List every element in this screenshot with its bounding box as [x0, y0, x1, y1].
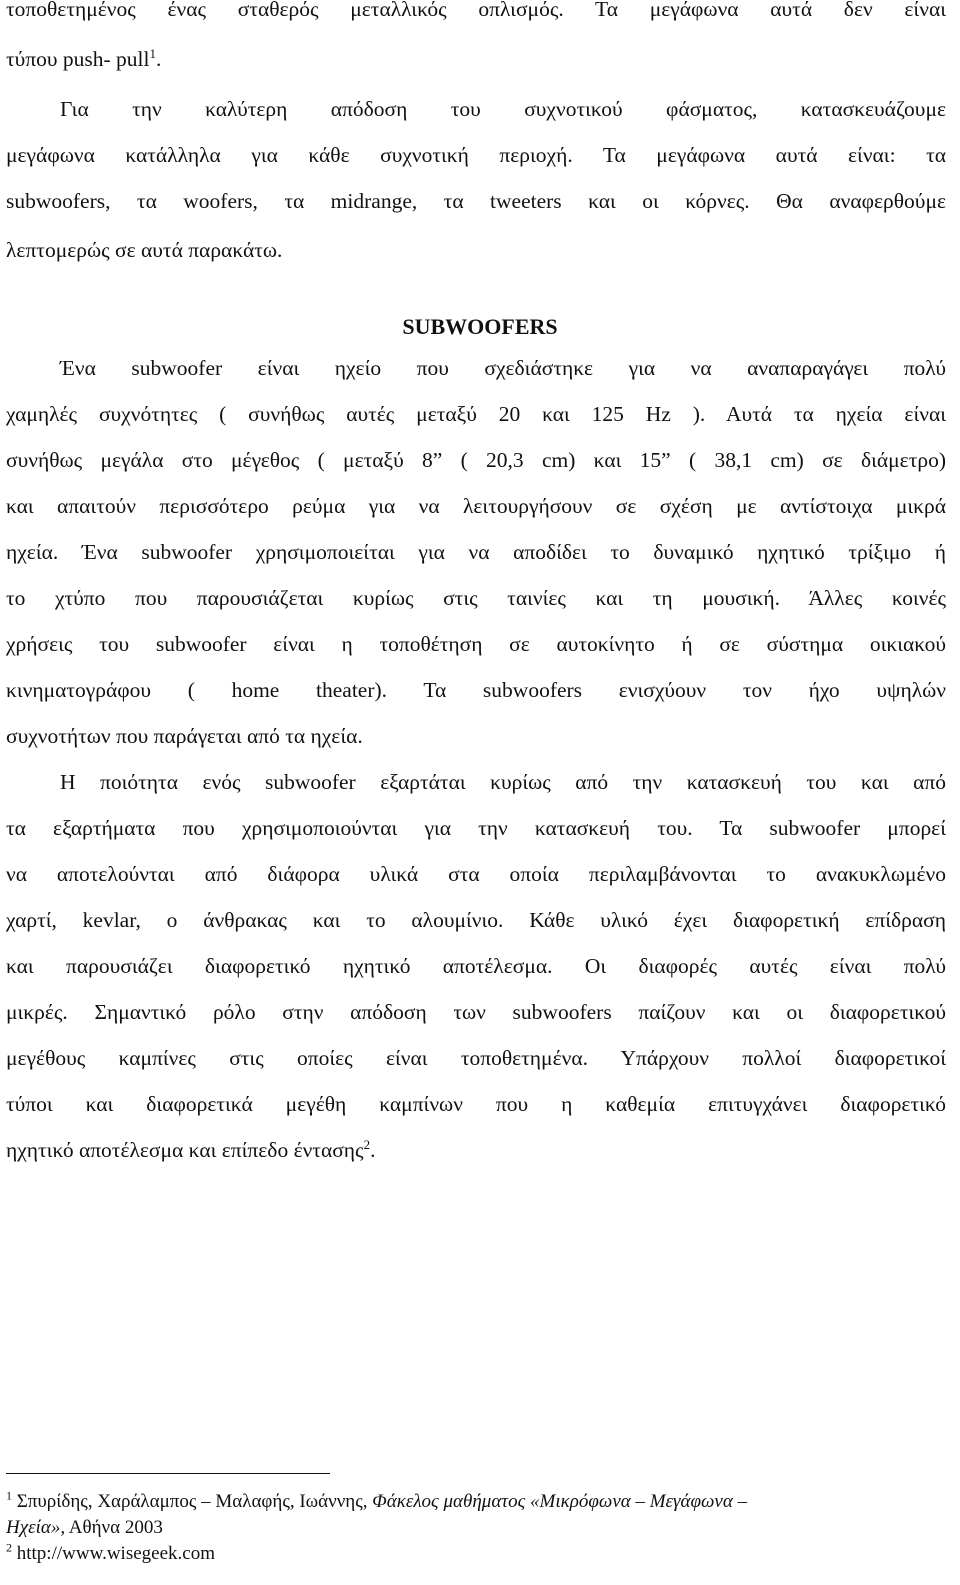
- para2-line-8: τύποι και διαφορετικά μεγέθη καμπίνων που η καθεμία επιτυγχάνει διαφορετικό: [6, 1092, 946, 1116]
- para1-line-6: το χτύπο που παρουσιάζεται κυρίως στις ταινίες και τη μουσική. Άλλες κοινές: [6, 586, 946, 610]
- footnote-2-number: 2: [6, 1540, 12, 1555]
- footnote-1-line-2: [6, 1516, 946, 1540]
- para1-line-5: ηχεία. Ένα subwoofer χρησιμοποιείται για να αποδίδει το δυναμικό ηχητικό τρίξιμο ή: [6, 540, 946, 564]
- intro-line-2-text: τύπου push- pull: [6, 47, 150, 71]
- para2-line-7: μεγέθους καμπίνες στις οποίες είναι τοποθετημένα. Υπάρχουν πολλοί διαφορετικοί: [6, 1046, 946, 1070]
- footnote-ref-2[interactable]: 2: [363, 1136, 371, 1152]
- para1-line-9: συχνοτήτων που παράγεται από τα ηχεία.: [6, 724, 363, 748]
- footnote-2: [6, 1542, 946, 1566]
- section-heading: SUBWOOFERS: [402, 314, 558, 339]
- para2-line-1: Η ποιότητα ενός subwoofer εξαρτάται κυρίως από την κατασκευή του και από: [60, 770, 946, 794]
- intro-line-2-end: .: [156, 47, 162, 71]
- para2-line-6: μικρές. Σημαντικό ρόλο στην απόδοση των subwoofers παίζουν και οι διαφορετικού: [6, 1000, 946, 1024]
- footnote-1-authors: Σπυρίδης, Χαράλαμπος – Μαλαφής, Ιωάννης,: [12, 1491, 373, 1512]
- para2-line-3: να αποτελούνται από διάφορα υλικά στα οποία περιλαμβάνονται το ανακυκλωμένο: [6, 862, 946, 886]
- para1-line-7: χρήσεις του subwoofer είναι η τοποθέτηση σε αυτοκίνητο ή σε σύστημα οικιακού: [6, 632, 946, 656]
- intro-line-1: τοποθετημένος ένας σταθερός μεταλλικός οπλισμός. Τα μεγάφωνα αυτά δεν είναι: [6, 0, 946, 21]
- intro-line-4: μεγάφωνα κατάλληλα για κάθε συχνοτική περιοχή. Τα μεγάφωνα αυτά είναι: τα: [6, 143, 946, 167]
- para1-line-1: Ένα subwoofer είναι ηχείο που σχεδιάστηκε για να αναπαραγάγει πολύ: [60, 356, 946, 380]
- footnote-1-line-1: [6, 1490, 946, 1514]
- para1-line-8: κινηματογράφου ( home theater). Τα subwoofers ενισχύουν τον ήχο υψηλών: [6, 678, 946, 702]
- para1-line-4: και απαιτούν περισσότερο ρεύμα για να λειτουργήσουν σε σχέση με αντίστοιχα μικρά: [6, 494, 946, 518]
- para2-line-5: και παρουσιάζει διαφορετικό ηχητικό αποτέλεσμα. Οι διαφορές αυτές είναι πολύ: [6, 954, 946, 978]
- para1-line-2: χαμηλές συχνότητες ( συνήθως αυτές μεταξύ 20 και 125 Hz ). Αυτά τα ηχεία είναι: [6, 402, 946, 426]
- intro-line-6: λεπτομερώς σε αυτά παρακάτω.: [6, 238, 283, 262]
- footnote-1-number: 1: [6, 1488, 12, 1503]
- footnote-2-link[interactable]: http://www.wisegeek.com: [12, 1543, 215, 1564]
- intro-line-5: subwoofers, τα woofers, τα midrange, τα tweeters και οι κόρνες. Θα αναφερθούμε: [6, 189, 946, 213]
- footnote-1-title-end: Ηχεία»,: [6, 1517, 66, 1538]
- para1-line-3: συνήθως μεγάλα στο μέγεθος ( μεταξύ 8” ( 20,3 cm) και 15” ( 38,1 cm) σε διάμετρο): [6, 448, 946, 472]
- footnote-ref-1[interactable]: 1: [149, 45, 157, 61]
- para2-line-9-text: ηχητικό αποτέλεσμα και επίπεδο έντασης: [6, 1138, 364, 1162]
- intro-line-2: [6, 44, 946, 74]
- para2-line-9: [6, 1135, 946, 1165]
- para2-line-2: τα εξαρτήματα που χρησιμοποιούνται για την κατασκευή του. Τα subwoofer μπορεί: [6, 816, 946, 840]
- intro-line-3: Για την καλύτερη απόδοση του συχνοτικού φάσματος, κατασκευάζουμε: [60, 97, 946, 121]
- footnote-separator: [6, 1473, 330, 1474]
- footnote-1-title: Φάκελος μαθήματος «Μικρόφωνα – Μεγάφωνα –: [372, 1491, 748, 1512]
- footnote-1-place: Αθήνα 2003: [65, 1517, 163, 1538]
- para2-line-9-end: .: [370, 1138, 376, 1162]
- para2-line-4: χαρτί, kevlar, ο άνθρακας και το αλουμίνιο. Κάθε υλικό έχει διαφορετική επίδραση: [6, 908, 946, 932]
